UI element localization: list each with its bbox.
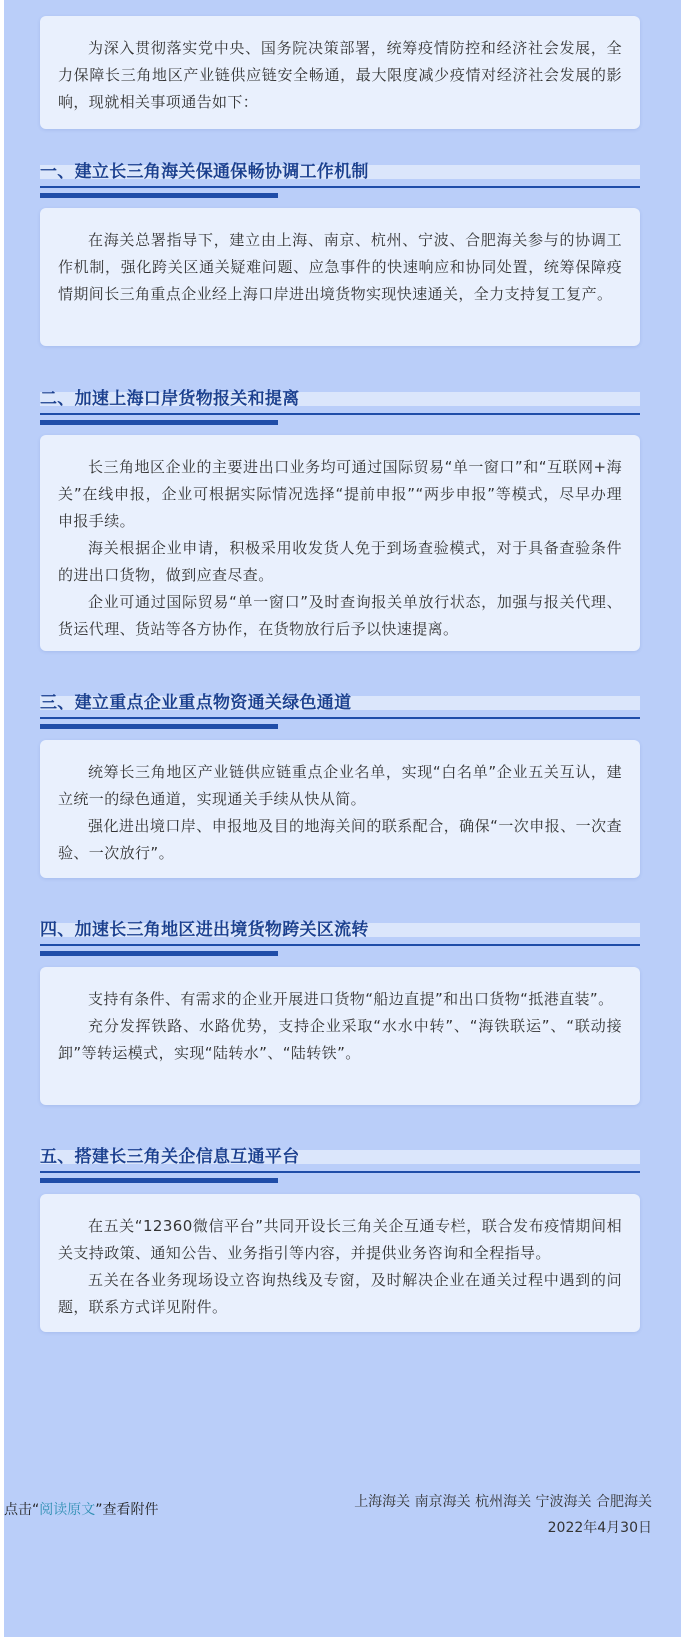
section-paragraph: 在海关总署指导下，建立由上海、南京、杭州、宁波、合肥海关参与的协调工作机制，强化跨关区通关疑难问题、应急事件的快速响应和协同处置，统筹保障疫情期间长三角重点企业经上海口岸进出境货物实现快速通关，全力支持复工复产。 xyxy=(58,231,622,303)
section-title-1: 一、建立长三角海关保通保畅协调工作机制 xyxy=(40,162,369,182)
section-paragraph: 长三角地区企业的主要进出口业务均可通过国际贸易“单一窗口”和“互联网+海关”在线申报，企业可根据实际情况选择“提前申报”“两步申报”等模式，尽早办理申报手续。 xyxy=(58,458,622,530)
section-title-4: 四、加速长三角地区进出境货物跨关区流转 xyxy=(40,920,369,940)
section-card-2 xyxy=(40,435,640,651)
section-paragraph: 企业可通过国际贸易“单一窗口”及时查询报关单放行状态，加强与报关代理、货运代理、货站等各方协作，在货物放行后予以快速提离。 xyxy=(58,593,622,638)
section-heading-2 xyxy=(40,386,640,426)
section-title-3: 三、建立重点企业重点物资通关绿色通道 xyxy=(40,693,352,713)
heading-accent-bar xyxy=(40,193,278,198)
section-paragraph: 五关在各业务现场设立咨询热线及专窗，及时解决企业在通关过程中遇到的问题，联系方式详见附件。 xyxy=(58,1271,622,1316)
attachment-note xyxy=(4,1499,159,1519)
section-card-1 xyxy=(40,208,640,346)
section-paragraph: 强化进出境口岸、申报地及目的地海关间的联系配合，确保“一次申报、一次查验、一次放行”。 xyxy=(58,817,622,862)
heading-rule xyxy=(40,186,640,188)
section-paragraph: 支持有条件、有需求的企业开展进口货物“船边直提”和出口货物“抵港直装”。 xyxy=(88,990,614,1008)
heading-accent-bar xyxy=(40,951,278,956)
heading-accent-bar xyxy=(40,724,278,729)
heading-rule xyxy=(40,944,640,946)
section-paragraph: 充分发挥铁路、水路优势，支持企业采取“水水中转”、“海铁联运”、“联动接卸”等转运模式，实现“陆转水”、“陆转铁”。 xyxy=(58,1017,622,1062)
section-title-2: 二、加速上海口岸货物报关和提离 xyxy=(40,389,300,409)
heading-rule xyxy=(40,413,640,415)
heading-rule xyxy=(40,1171,640,1173)
intro-card xyxy=(40,16,640,129)
intro-paragraph: 为深入贯彻落实党中央、国务院决策部署，统筹疫情防控和经济社会发展，全力保障长三角地区产业链供应链安全畅通，最大限度减少疫情对经济社会发展的影响，现就相关事项通告如下： xyxy=(58,39,622,111)
section-heading-5 xyxy=(40,1144,640,1184)
heading-accent-bar xyxy=(40,1178,278,1183)
note-suffix: ”查看附件 xyxy=(95,1502,159,1518)
signatories: 上海海关 南京海关 杭州海关 宁波海关 合肥海关 xyxy=(354,1494,652,1510)
issue-date: 2022年4月30日 xyxy=(547,1520,652,1536)
section-card-3 xyxy=(40,740,640,878)
section-heading-4 xyxy=(40,917,640,957)
section-paragraph: 在五关“12360微信平台”共同开设长三角关企互通专栏，联合发布疫情期间相关支持政策、通知公告、业务指引等内容，并提供业务咨询和全程指导。 xyxy=(58,1217,622,1262)
section-title-5: 五、搭建长三角关企信息互通平台 xyxy=(40,1147,300,1167)
section-heading-3 xyxy=(40,690,640,730)
note-prefix: 点击“ xyxy=(4,1502,40,1518)
heading-accent-bar xyxy=(40,420,278,425)
section-paragraph: 海关根据企业申请，积极采用收发货人免于到场查验模式，对于具备查验条件的进出口货物，做到应查尽查。 xyxy=(58,539,622,584)
read-original-link[interactable]: 阅读原文 xyxy=(39,1502,96,1518)
section-card-4 xyxy=(40,967,640,1105)
heading-rule xyxy=(40,717,640,719)
section-paragraph: 统筹长三角地区产业链供应链重点企业名单，实现“白名单”企业五关互认，建立统一的绿色通道，实现通关手续从快从简。 xyxy=(58,763,622,808)
section-heading-1 xyxy=(40,159,640,199)
section-card-5 xyxy=(40,1194,640,1332)
